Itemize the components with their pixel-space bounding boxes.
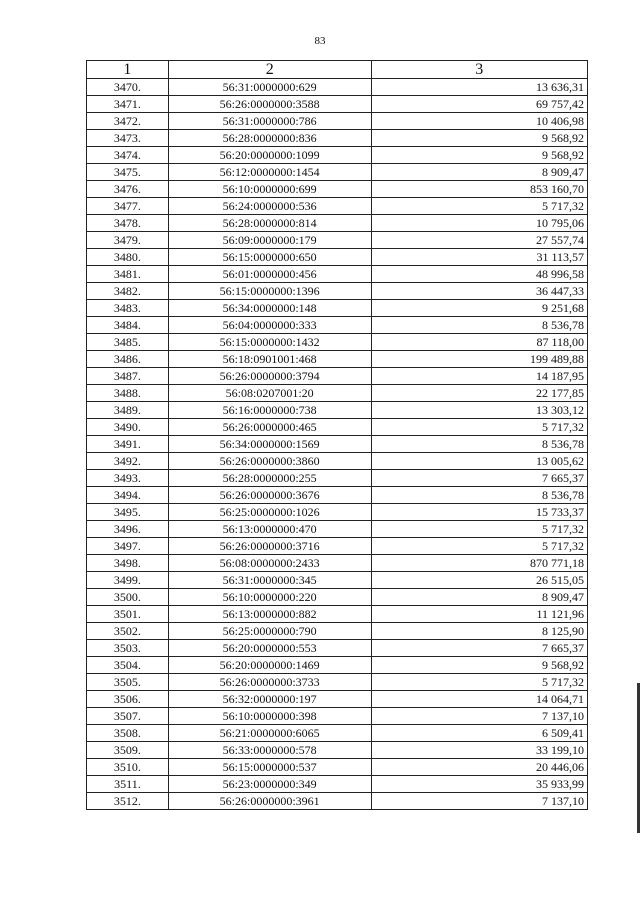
value-cell: 33 199,10 — [371, 742, 587, 759]
value-cell: 7 137,10 — [371, 708, 587, 725]
table-row — [87, 453, 588, 470]
value-cell: 5 717,32 — [371, 198, 587, 215]
cadastral-number-cell: 56:16:0000000:738 — [168, 402, 371, 419]
cadastral-number-cell: 56:28:0000000:255 — [168, 470, 371, 487]
table-row — [87, 215, 588, 232]
cadastral-number-cell: 56:10:0000000:699 — [168, 181, 371, 198]
row-number-cell: 3477. — [87, 198, 169, 215]
table-row — [87, 147, 588, 164]
table-row — [87, 742, 588, 759]
value-cell: 35 933,99 — [371, 776, 587, 793]
cadastral-number-cell: 56:10:0000000:398 — [168, 708, 371, 725]
cadastral-number-cell: 56:26:0000000:3733 — [168, 674, 371, 691]
column-header-3: 3 — [371, 61, 587, 79]
value-cell: 853 160,70 — [371, 181, 587, 198]
cadastral-number-cell: 56:28:0000000:836 — [168, 130, 371, 147]
value-cell: 8 536,78 — [371, 317, 587, 334]
row-number-cell: 3503. — [87, 640, 169, 657]
table-row — [87, 351, 588, 368]
row-number-cell: 3489. — [87, 402, 169, 419]
cadastral-number-cell: 56:26:0000000:3794 — [168, 368, 371, 385]
value-cell: 8 909,47 — [371, 164, 587, 181]
value-cell: 5 717,32 — [371, 538, 587, 555]
row-number-cell: 3507. — [87, 708, 169, 725]
value-cell: 13 005,62 — [371, 453, 587, 470]
table-row — [87, 504, 588, 521]
column-header-1: 1 — [87, 61, 169, 79]
row-number-cell: 3504. — [87, 657, 169, 674]
cadastral-number-cell: 56:08:0207001:20 — [168, 385, 371, 402]
cadastral-number-cell: 56:15:0000000:1396 — [168, 283, 371, 300]
table-row — [87, 555, 588, 572]
row-number-cell: 3481. — [87, 266, 169, 283]
table-row — [87, 793, 588, 810]
table-row — [87, 419, 588, 436]
row-number-cell: 3492. — [87, 453, 169, 470]
row-number-cell: 3510. — [87, 759, 169, 776]
row-number-cell: 3472. — [87, 113, 169, 130]
row-number-cell: 3508. — [87, 725, 169, 742]
table-row — [87, 96, 588, 113]
row-number-cell: 3478. — [87, 215, 169, 232]
table-row — [87, 181, 588, 198]
cadastral-number-cell: 56:04:0000000:333 — [168, 317, 371, 334]
table-row — [87, 657, 588, 674]
cadastral-number-cell: 56:10:0000000:220 — [168, 589, 371, 606]
value-cell: 22 177,85 — [371, 385, 587, 402]
cadastral-number-cell: 56:08:0000000:2433 — [168, 555, 371, 572]
header-row — [87, 61, 588, 79]
row-number-cell: 3475. — [87, 164, 169, 181]
cadastral-number-cell: 56:28:0000000:814 — [168, 215, 371, 232]
cadastral-number-cell: 56:31:0000000:786 — [168, 113, 371, 130]
value-cell: 20 446,06 — [371, 759, 587, 776]
cadastral-number-cell: 56:33:0000000:578 — [168, 742, 371, 759]
cadastral-number-cell: 56:20:0000000:1099 — [168, 147, 371, 164]
cadastral-number-cell: 56:26:0000000:3588 — [168, 96, 371, 113]
cadastral-number-cell: 56:34:0000000:1569 — [168, 436, 371, 453]
cadastral-number-cell: 56:26:0000000:3716 — [168, 538, 371, 555]
row-number-cell: 3484. — [87, 317, 169, 334]
row-number-cell: 3488. — [87, 385, 169, 402]
value-cell: 7 665,37 — [371, 470, 587, 487]
value-cell: 5 717,32 — [371, 419, 587, 436]
cadastral-number-cell: 56:25:0000000:1026 — [168, 504, 371, 521]
value-cell: 13 303,12 — [371, 402, 587, 419]
cadastral-number-cell: 56:25:0000000:790 — [168, 623, 371, 640]
cadastral-number-cell: 56:15:0000000:537 — [168, 759, 371, 776]
table-header — [87, 61, 588, 79]
cadastral-number-cell: 56:21:0000000:6065 — [168, 725, 371, 742]
table-row — [87, 606, 588, 623]
value-cell: 14 064,71 — [371, 691, 587, 708]
table-row — [87, 79, 588, 96]
value-cell: 199 489,88 — [371, 351, 587, 368]
row-number-cell: 3479. — [87, 232, 169, 249]
value-cell: 8 536,78 — [371, 436, 587, 453]
table-row — [87, 759, 588, 776]
value-cell: 11 121,96 — [371, 606, 587, 623]
value-cell: 9 568,92 — [371, 657, 587, 674]
cadastral-number-cell: 56:23:0000000:349 — [168, 776, 371, 793]
table-row — [87, 130, 588, 147]
row-number-cell: 3474. — [87, 147, 169, 164]
cadastral-number-cell: 56:20:0000000:1469 — [168, 657, 371, 674]
table-row — [87, 249, 588, 266]
table-row — [87, 674, 588, 691]
row-number-cell: 3480. — [87, 249, 169, 266]
cadastral-number-cell: 56:09:0000000:179 — [168, 232, 371, 249]
value-cell: 13 636,31 — [371, 79, 587, 96]
cadastral-number-cell: 56:18:0901001:468 — [168, 351, 371, 368]
cadastral-number-cell: 56:20:0000000:553 — [168, 640, 371, 657]
table-row — [87, 113, 588, 130]
table-row — [87, 538, 588, 555]
cadastral-number-cell: 56:12:0000000:1454 — [168, 164, 371, 181]
table-row — [87, 640, 588, 657]
row-number-cell: 3473. — [87, 130, 169, 147]
row-number-cell: 3470. — [87, 79, 169, 96]
row-number-cell: 3487. — [87, 368, 169, 385]
value-cell: 87 118,00 — [371, 334, 587, 351]
cadastral-number-cell: 56:15:0000000:650 — [168, 249, 371, 266]
row-number-cell: 3485. — [87, 334, 169, 351]
row-number-cell: 3476. — [87, 181, 169, 198]
row-number-cell: 3497. — [87, 538, 169, 555]
table-row — [87, 266, 588, 283]
value-cell: 26 515,05 — [371, 572, 587, 589]
table-row — [87, 572, 588, 589]
value-cell: 7 665,37 — [371, 640, 587, 657]
row-number-cell: 3483. — [87, 300, 169, 317]
table-row — [87, 691, 588, 708]
table-row — [87, 487, 588, 504]
table-row — [87, 708, 588, 725]
value-cell: 48 996,58 — [371, 266, 587, 283]
table-row — [87, 232, 588, 249]
table-row — [87, 623, 588, 640]
cadastral-number-cell: 56:13:0000000:882 — [168, 606, 371, 623]
row-number-cell: 3509. — [87, 742, 169, 759]
column-header-2: 2 — [168, 61, 371, 79]
row-number-cell: 3494. — [87, 487, 169, 504]
table-row — [87, 300, 588, 317]
value-cell: 69 757,42 — [371, 96, 587, 113]
table-row — [87, 283, 588, 300]
row-number-cell: 3500. — [87, 589, 169, 606]
cadastral-table — [86, 60, 588, 810]
cadastral-number-cell: 56:13:0000000:470 — [168, 521, 371, 538]
value-cell: 9 251,68 — [371, 300, 587, 317]
value-cell: 15 733,37 — [371, 504, 587, 521]
cadastral-number-cell: 56:31:0000000:629 — [168, 79, 371, 96]
table-row — [87, 589, 588, 606]
cadastral-number-cell: 56:26:0000000:3860 — [168, 453, 371, 470]
table-row — [87, 317, 588, 334]
cadastral-number-cell: 56:24:0000000:536 — [168, 198, 371, 215]
value-cell: 14 187,95 — [371, 368, 587, 385]
table-row — [87, 385, 588, 402]
value-cell: 5 717,32 — [371, 674, 587, 691]
row-number-cell: 3496. — [87, 521, 169, 538]
cadastral-number-cell: 56:26:0000000:3961 — [168, 793, 371, 810]
row-number-cell: 3490. — [87, 419, 169, 436]
table-row — [87, 368, 588, 385]
row-number-cell: 3502. — [87, 623, 169, 640]
value-cell: 27 557,74 — [371, 232, 587, 249]
value-cell: 10 795,06 — [371, 215, 587, 232]
cadastral-number-cell: 56:01:0000000:456 — [168, 266, 371, 283]
value-cell: 10 406,98 — [371, 113, 587, 130]
row-number-cell: 3486. — [87, 351, 169, 368]
row-number-cell: 3512. — [87, 793, 169, 810]
table-row — [87, 402, 588, 419]
row-number-cell: 3511. — [87, 776, 169, 793]
table-row — [87, 725, 588, 742]
cadastral-number-cell: 56:26:0000000:465 — [168, 419, 371, 436]
table-row — [87, 776, 588, 793]
row-number-cell: 3506. — [87, 691, 169, 708]
cadastral-number-cell: 56:31:0000000:345 — [168, 572, 371, 589]
row-number-cell: 3501. — [87, 606, 169, 623]
value-cell: 31 113,57 — [371, 249, 587, 266]
table-row — [87, 436, 588, 453]
row-number-cell: 3482. — [87, 283, 169, 300]
value-cell: 8 909,47 — [371, 589, 587, 606]
cadastral-number-cell: 56:26:0000000:3676 — [168, 487, 371, 504]
value-cell: 8 125,90 — [371, 623, 587, 640]
row-number-cell: 3491. — [87, 436, 169, 453]
table-row — [87, 470, 588, 487]
row-number-cell: 3471. — [87, 96, 169, 113]
cadastral-number-cell: 56:34:0000000:148 — [168, 300, 371, 317]
table-row — [87, 164, 588, 181]
row-number-cell: 3495. — [87, 504, 169, 521]
value-cell: 6 509,41 — [371, 725, 587, 742]
row-number-cell: 3499. — [87, 572, 169, 589]
table-row — [87, 334, 588, 351]
table-row — [87, 521, 588, 538]
value-cell: 8 536,78 — [371, 487, 587, 504]
value-cell: 9 568,92 — [371, 130, 587, 147]
cadastral-number-cell: 56:32:0000000:197 — [168, 691, 371, 708]
value-cell: 7 137,10 — [371, 793, 587, 810]
value-cell: 870 771,18 — [371, 555, 587, 572]
row-number-cell: 3498. — [87, 555, 169, 572]
value-cell: 5 717,32 — [371, 521, 587, 538]
value-cell: 36 447,33 — [371, 283, 587, 300]
row-number-cell: 3493. — [87, 470, 169, 487]
table-body — [87, 79, 588, 810]
table-row — [87, 198, 588, 215]
cadastral-number-cell: 56:15:0000000:1432 — [168, 334, 371, 351]
page-number: 83 — [314, 35, 326, 47]
value-cell: 9 568,92 — [371, 147, 587, 164]
row-number-cell: 3505. — [87, 674, 169, 691]
